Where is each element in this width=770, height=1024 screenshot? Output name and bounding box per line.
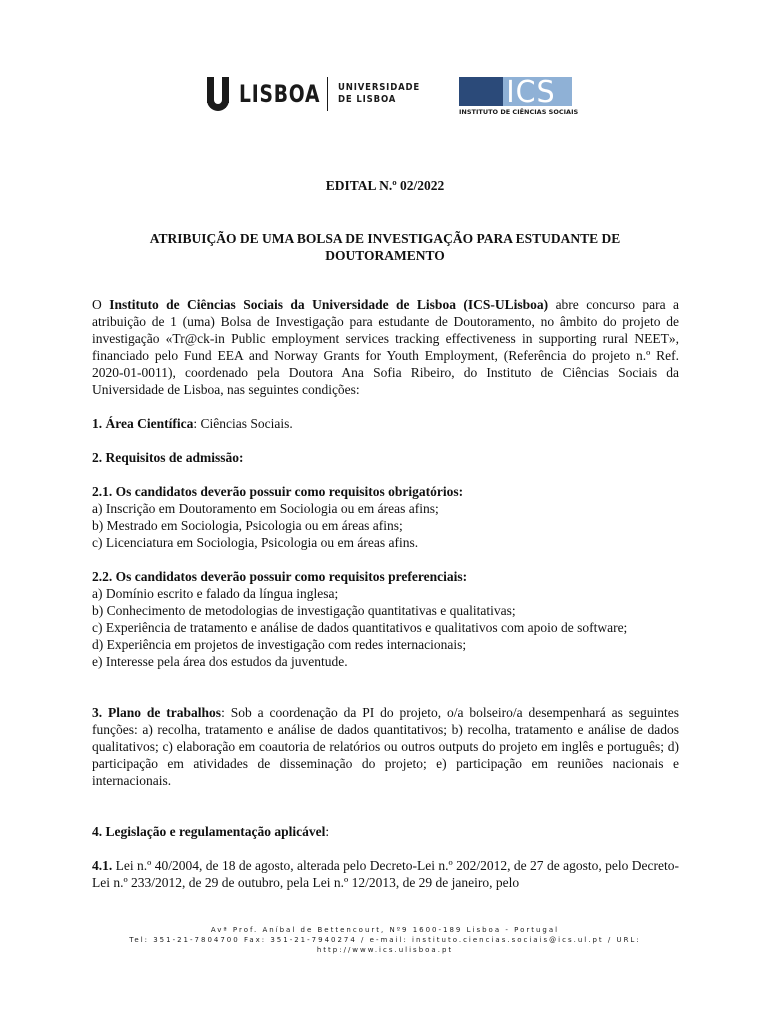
section-3 (92, 704, 679, 789)
section-4-heading (92, 823, 679, 840)
section-1-heading: 1. Área Científica (92, 416, 194, 431)
ics-logo (459, 75, 579, 117)
ics-letters: ICS (506, 75, 556, 110)
ulisboa-divider (327, 77, 328, 111)
section-2-1-item: a) Inscrição em Doutoramento em Sociologia ou em áreas afins; (92, 501, 439, 516)
intro-prefix: O (92, 297, 110, 312)
section-2-heading (92, 449, 679, 466)
section-2-1-item: c) Licenciatura em Sociologia, Psicologia ou em áreas afins. (92, 535, 419, 550)
section-4-colon: : (325, 824, 330, 839)
section-4-1 (92, 857, 679, 891)
section-1 (92, 415, 679, 432)
section-2-2-heading-text: 2.2. Os candidatos deverão possuir como requisitos preferenciais: (92, 569, 468, 584)
section-4-heading-text: 4. Legislação e regulamentação aplicável (92, 824, 326, 839)
ulisboa-wordmark: LISBOA (239, 80, 321, 108)
ulisboa-logo (207, 74, 435, 114)
section-3-text: : Sob a coordenação da PI do projeto, o/a bolseiro/a desempenhará as seguintes funções: a) recolha, tratamento e análise de dados quantitativos; b) recolha, tratamento e análise de dados qualitativos; c) elaboração em coautoria de relatórios ou outros outputs do projeto em inglês e português; d) participação em atividades de disseminação do projeto; e) participação em reuniões nacionais e internacionais. (92, 705, 679, 788)
section-3-heading: 3. Plano de trabalhos (92, 705, 222, 720)
ulisboa-subtitle-line1: UNIVERSIDADE (338, 82, 421, 93)
section-2-1-heading-text: 2.1. Os candidatos deverão possuir como requisitos obrigatórios: (92, 484, 464, 499)
section-2-2-heading (92, 568, 679, 585)
ulisboa-subtitle (338, 82, 420, 106)
section-2-2-item: b) Conhecimento de metodologias de investigação quantitativas e qualitativas; (92, 603, 516, 618)
section-4-1-heading: 4.1. (92, 858, 113, 873)
ulisboa-subtitle-line2: DE LISBOA (338, 94, 397, 105)
document-title: EDITAL N.º 02/2022 (325, 178, 445, 193)
section-1-text: : Ciências Sociais. (193, 416, 293, 431)
header-logos (0, 72, 770, 116)
footer-url: http://www.ics.ulisboa.pt (316, 946, 454, 954)
intro-paragraph (92, 296, 679, 398)
intro-text: abre concurso para a atribuição de 1 (uma) Bolsa de Investigação para estudante de Doutoramento, no âmbito do projeto de investigação «Tr@ck-in Public employment services tracking effectiveness in supporting rural NEET», financiado pelo Fund EEA and Norway Grants for Youth Employment, (Referência do projeto n.º Ref. 2020-01-0011), coordenado pela Doutora Ana Sofia Ribeiro, do Instituto de Ciências Sociais da Universidade de Lisboa, nas seguintes condições: (92, 297, 680, 397)
ics-caption: INSTITUTO DE CIÊNCIAS SOCIAIS (459, 108, 579, 116)
ics-logo-block (459, 75, 572, 110)
intro-institution: Instituto de Ciências Sociais da Universidade de Lisboa (ICS-ULisboa) (109, 297, 549, 312)
footer-contacts: Tel: 351-21-7804700 Fax: 351-21-7940274 / e-mail: instituto.ciencias.sociais@ics.ul.pt / URL: (129, 936, 641, 944)
section-2-2-item: c) Experiência de tratamento e análise de dados quantitativos e qualitativos com apoio de software; (92, 620, 628, 635)
page-footer (100, 925, 670, 955)
section-2-1-item: b) Mestrado em Sociologia, Psicologia ou em áreas afins; (92, 518, 403, 533)
section-2-1-heading (92, 483, 679, 500)
section-4-1-text: Lei n.º 40/2004, de 18 de agosto, alterada pelo Decreto-Lei n.º 202/2012, de 27 de agosto, pelo Decreto-Lei n.º 233/2012, de 29 de outubro, pela Lei n.º 12/2013, de 29 de janeiro, pelo (92, 858, 679, 890)
section-2-2-item: d) Experiência em projetos de investigação com redes internacionais; (92, 637, 467, 652)
document-subtitle: ATRIBUIÇÃO DE UMA BOLSA DE INVESTIGAÇÃO PARA ESTUDANTE DE DOUTORAMENTO (149, 231, 621, 263)
section-2-2-item: a) Domínio escrito e falado da língua inglesa; (92, 586, 339, 601)
ulisboa-u-icon (207, 77, 229, 111)
footer-address: Avª Prof. Aníbal de Bettencourt, Nº9 1600-189 Lisboa - Portugal (210, 926, 560, 934)
section-2-2-item: e) Interesse pela área dos estudos da juventude. (92, 654, 348, 669)
document-body (92, 296, 679, 891)
section-2-heading-text: 2. Requisitos de admissão: (92, 450, 244, 465)
